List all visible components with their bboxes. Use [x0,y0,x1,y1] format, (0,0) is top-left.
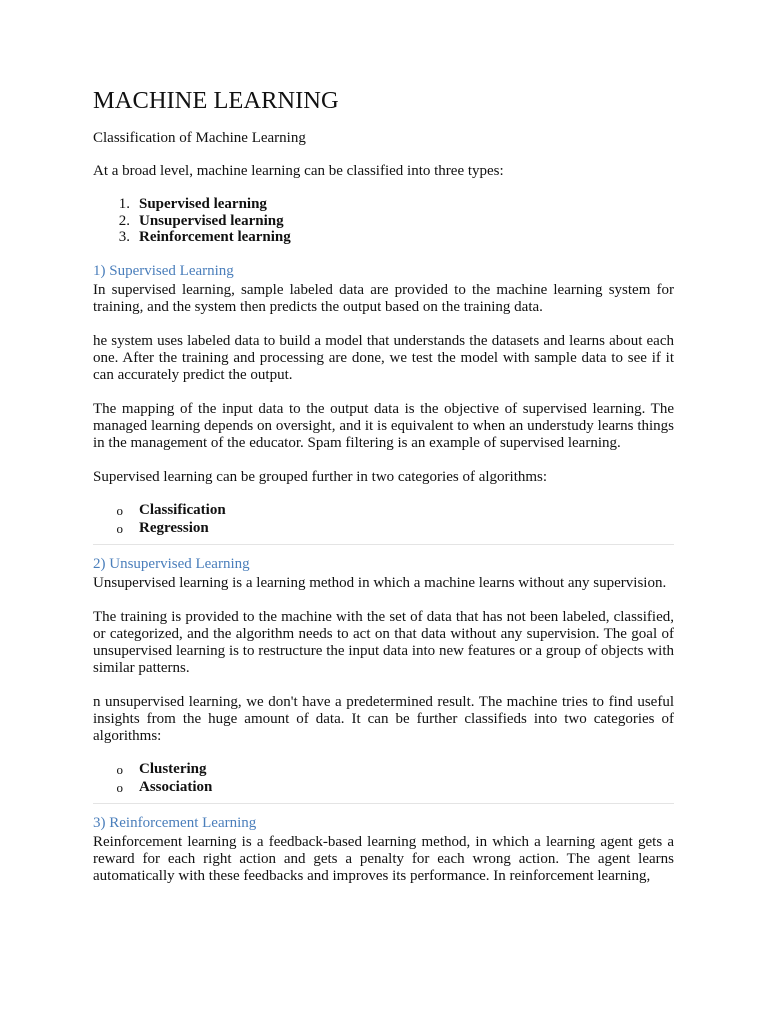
paragraph: Unsupervised learning is a learning method in which a machine learns without any supervision. [93,575,667,592]
types-list [93,196,674,246]
list-item [93,229,674,246]
list-item-label: Classification [139,502,226,519]
intro-paragraph: At a broad level, machine learning can be classified into three types: [93,163,504,179]
paragraph: Supervised learning can be grouped further in two categories of algorithms: [93,469,548,486]
list-item-label: Unsupervised learning [139,212,284,229]
section-divider [93,544,674,545]
paragraph: he system uses labeled data to build a model that understands the datasets and learns about each one. After the training and processing are done, we test the model with sample data to see if it can accurately predict the output. [93,333,674,384]
paragraph: n unsupervised learning, we don't have a predetermined result. The machine tries to find useful insights from the huge amount of data. It can be further classifieds into two categories of algorithms: [93,694,674,745]
bullet-marker: o [116,762,123,778]
list-number: 1. [118,196,130,212]
list-item [93,520,674,538]
document-subtitle: Classification of Machine Learning [93,130,306,146]
section-heading-unsupervised: 2) Unsupervised Learning [93,556,250,573]
list-item-label: Clustering [139,761,207,778]
section-heading-supervised: 1) Supervised Learning [93,263,234,280]
list-item [93,779,674,797]
list-item-label: Reinforcement learning [139,229,291,246]
list-number: 2. [118,212,130,229]
list-item [93,502,674,520]
list-item-label: Regression [139,519,209,536]
unsupervised-algorithms-list [93,761,674,796]
section-divider [93,803,674,804]
list-item [93,213,674,230]
list-number: 3. [118,229,130,246]
supervised-algorithms-list [93,502,674,537]
paragraph: In supervised learning, sample labeled data are provided to the machine learning system for training, and the system then predicts the output based on the training data. [93,282,674,316]
bullet-marker: o [116,503,123,519]
document-body [93,84,674,885]
bullet-marker: o [116,520,123,536]
document-title: MACHINE LEARNING [93,87,339,114]
paragraph: The training is provided to the machine with the set of data that has not been labeled, classified, or categorized, and the algorithm needs to act on that data without any supervision. The goal of unsupervised learning is to restructure the input data into new features or a group of objects with similar patterns. [93,609,674,677]
bullet-marker: o [116,779,123,795]
section-heading-reinforcement: 3) Reinforcement Learning [93,815,257,832]
paragraph: The mapping of the input data to the output data is the objective of supervised learning. The managed learning depends on oversight, and it is equivalent to when an understudy learns things in the management of the educator. Spam filtering is an example of supervised learning. [93,401,674,452]
paragraph: Reinforcement learning is a feedback-based learning method, in which a learning agent gets a reward for each right action and gets a penalty for each wrong action. The agent learns automatically with these feedbacks and improves its performance. In reinforcement learning, [93,834,674,885]
list-item-label: Association [139,778,213,795]
list-item [93,761,674,779]
list-item-label: Supervised learning [139,196,267,212]
list-item [93,196,674,213]
